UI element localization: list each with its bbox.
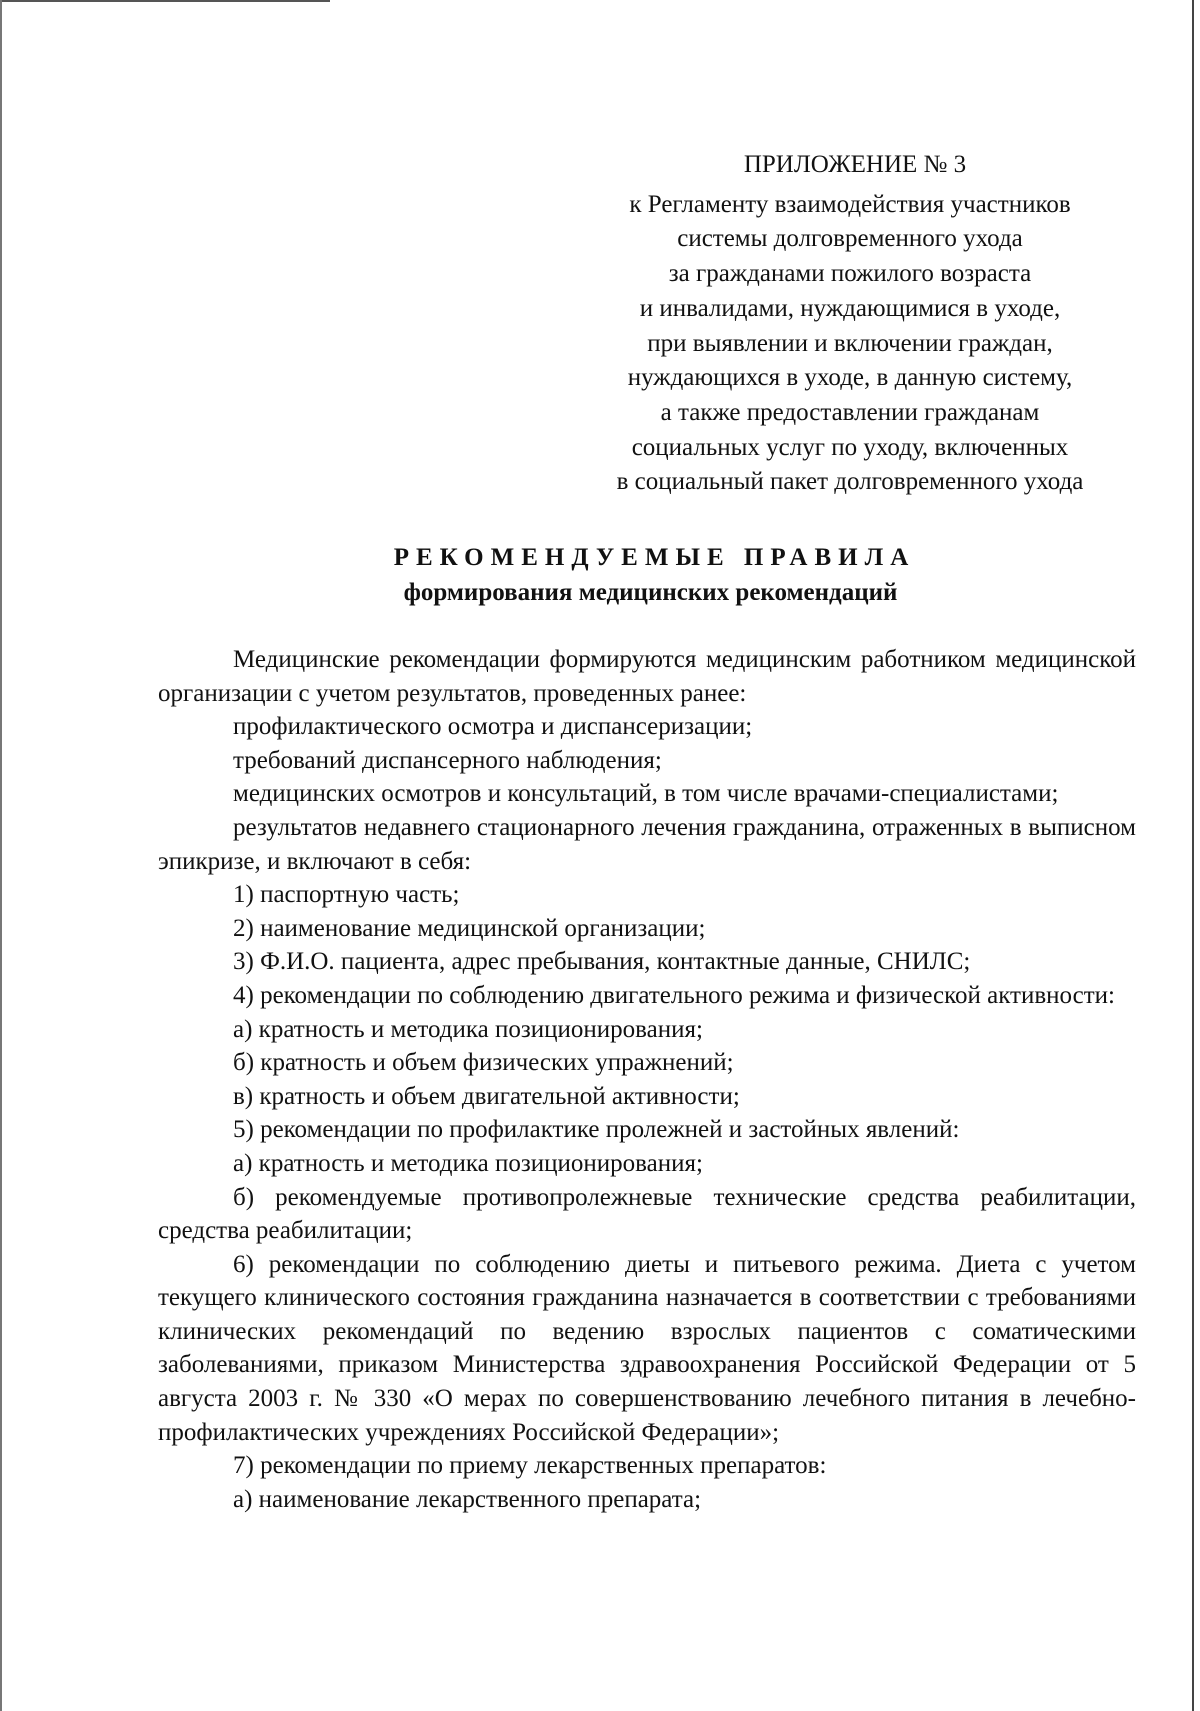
body-paragraph: б) кратность и объем физических упражнений; (233, 1049, 734, 1077)
annex-line: в социальный пакет долговременного ухода (616, 468, 1084, 496)
body-paragraph: медицинских осмотров и консультаций, в том числе врачами-специалистами; (233, 780, 1059, 808)
annex-line: и инвалидами, нуждающимися в уходе, (639, 294, 1061, 322)
annex-line: а также предоставлении гражданам (660, 398, 1040, 426)
annex-line: к Регламенту взаимодействия участников (629, 190, 1071, 218)
annex-line: социальных услуг по уходу, включенных (631, 433, 1069, 461)
scan-edge-top (0, 0, 330, 2)
document-body (158, 643, 1136, 1516)
body-paragraph: результатов недавнего стационарного лечения гражданина, отраженных в выписном эпикризе, и включают в себя: (158, 813, 1136, 875)
scan-edge-left (0, 0, 2, 1711)
body-paragraph: а) кратность и методика позиционирования; (233, 1015, 703, 1043)
scan-edge-right (1192, 0, 1194, 1711)
body-paragraph: требований диспансерного наблюдения; (233, 746, 662, 774)
body-paragraph: 2) наименование медицинской организации; (233, 914, 706, 942)
annex-title: ПРИЛОЖЕНИЕ № 3 (743, 151, 967, 178)
annex-line: за гражданами пожилого возраста (668, 260, 1032, 288)
body-paragraph: а) наименование лекарственного препарата; (233, 1485, 702, 1513)
annex-line: нуждающихся в уходе, в данную систему, (627, 364, 1073, 392)
body-paragraph: 7) рекомендации по приему лекарственных препаратов: (233, 1452, 827, 1480)
body-paragraph: 6) рекомендации по соблюдению диеты и питьевого режима. Диета с учетом текущего клинического состояния гражданина назначается в соответствии с требованиями клинических рекомендаций по ведению взрослых пациентов с соматическими заболеваниями, приказом Министерства здравоохранения Российской Федерации от 5 августа 2003 г. № 330 «О мерах по совершенствованию лечебного питания в лечебно-профилактических учреждениях Российской Федерации»; (158, 1250, 1136, 1446)
body-paragraph: 4) рекомендации по соблюдению двигательного режима и физической активности: (233, 981, 1116, 1009)
title-main: РЕКОМЕНДУЕМЫЕ ПРАВИЛА (393, 544, 916, 571)
body-paragraph: Медицинские рекомендации формируются медицинским работником медицинской организации с учетом результатов, проведенных ранее: (158, 646, 1136, 707)
document-title (158, 540, 1143, 610)
body-paragraph: 1) паспортную часть; (233, 881, 460, 909)
body-paragraph: б) рекомендуемые противопролежневые технические средства реабилитации, средства реабилитации; (158, 1183, 1136, 1245)
title-subtitle: формирования медицинских рекомендаций (403, 579, 898, 606)
annex-line: при выявлении и включении граждан, (647, 329, 1053, 357)
body-paragraph: а) кратность и методика позиционирования; (233, 1149, 703, 1177)
body-paragraph: в) кратность и объем двигательной активности; (233, 1082, 740, 1110)
body-paragraph: 3) Ф.И.О. пациента, адрес пребывания, контактные данные, СНИЛС; (233, 948, 971, 976)
body-paragraph: профилактического осмотра и диспансеризации; (233, 713, 753, 741)
body-paragraph: 5) рекомендации по профилактике пролежней и застойных явлений: (233, 1116, 960, 1144)
annex-line: системы долговременного ухода (677, 225, 1023, 253)
annex-header (560, 148, 1140, 500)
